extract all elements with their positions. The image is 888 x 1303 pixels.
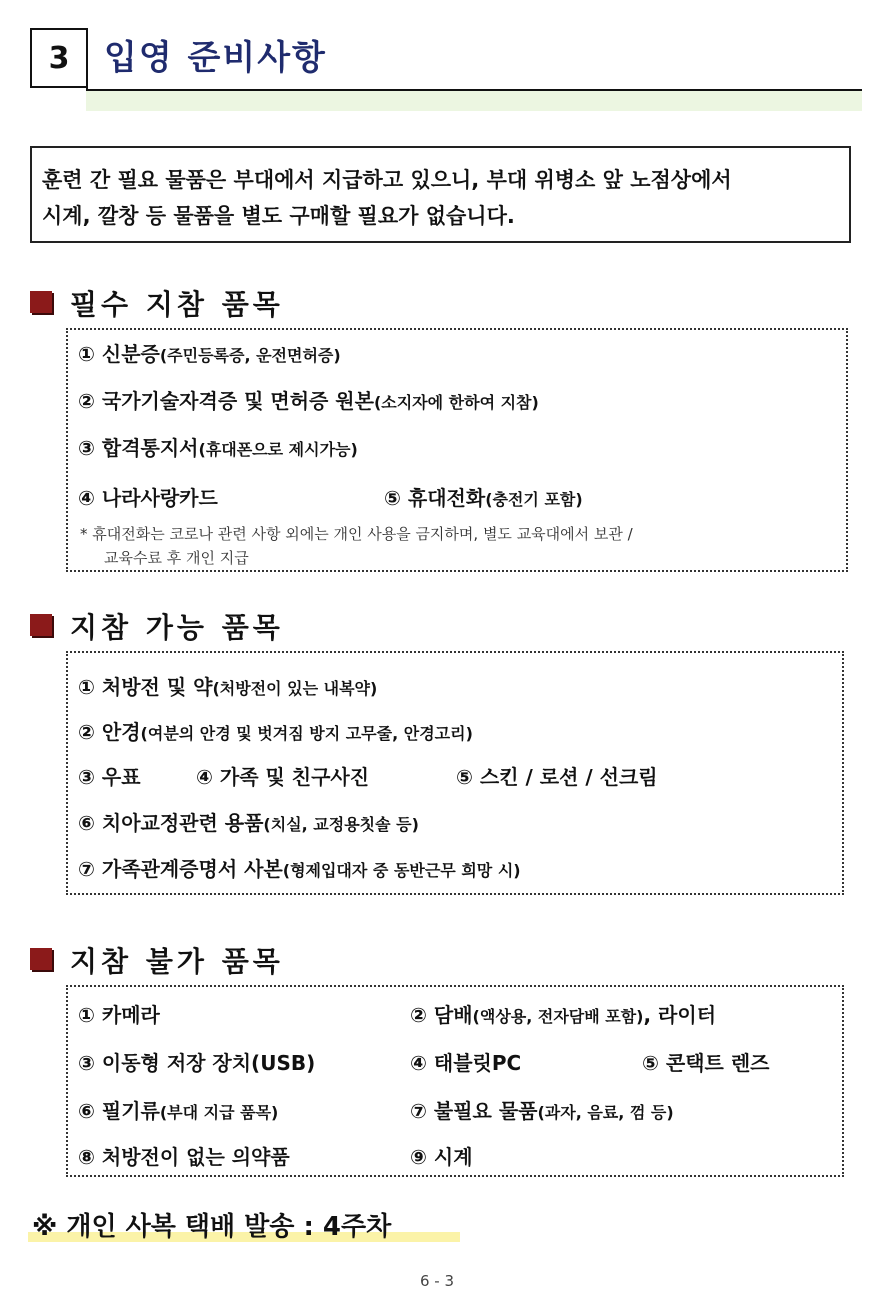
notice-line-2: 시계, 깔창 등 물품을 별도 구매할 필요가 없습니다. (42, 204, 515, 228)
notice-box (30, 146, 851, 243)
forbidden-heading: 지참 불가 품목 (70, 945, 284, 978)
square-bullet-icon (30, 948, 52, 970)
footer-notice: ※ 개인 사복 택배 발송 : 4주차 (32, 1212, 392, 1242)
forbidden-item-4: ④ 태블릿PC (410, 1051, 522, 1075)
forbidden-item-6: ⑥ 필기류(부대 지급 품목) (78, 1099, 279, 1123)
allowed-item-2: ② 안경(여분의 안경 및 벗겨짐 방지 고무줄, 안경고리) (78, 720, 473, 744)
forbidden-item-5: ⑤ 콘택트 렌즈 (642, 1051, 770, 1075)
required-item-5: ⑤ 휴대전화(충전기 포함) (384, 486, 583, 510)
required-heading: 필수 지참 품목 (70, 288, 284, 321)
forbidden-box (66, 985, 844, 1177)
forbidden-item-7: ⑦ 불필요 물품(과자, 음료, 껌 등) (410, 1099, 674, 1123)
allowed-item-4: ④ 가족 및 친구사진 (196, 765, 370, 789)
section-title: 입영 준비사항 (104, 38, 327, 78)
required-item-3: ③ 합격통지서(휴대폰으로 제시가능) (78, 436, 358, 460)
required-note-2: 교육수료 후 개인 지급 (104, 549, 249, 567)
required-item-1: ① 신분증(주민등록증, 운전면허증) (78, 342, 341, 366)
allowed-item-3: ③ 우표 (78, 765, 141, 789)
allowed-item-1: ① 처방전 및 약(처방전이 있는 내복약) (78, 675, 378, 699)
notice-line-1: 훈련 간 필요 물품은 부대에서 지급하고 있으니, 부대 위병소 앞 노점상에서 (42, 168, 732, 192)
header-divider (86, 28, 88, 90)
allowed-heading: 지참 가능 품목 (70, 611, 284, 644)
section-number: 3 (30, 28, 86, 88)
forbidden-item-3: ③ 이동형 저장 장치(USB) (78, 1051, 316, 1075)
square-bullet-icon (30, 614, 52, 636)
required-note-1: * 휴대전화는 코로나 관련 사항 외에는 개인 사용을 금지하며, 별도 교육대에서 보관 / (80, 525, 633, 543)
allowed-box (66, 651, 844, 895)
page-number: 6 - 3 (420, 1272, 455, 1290)
square-bullet-icon (30, 291, 52, 313)
allowed-item-6: ⑥ 치아교정관련 용품(치실, 교정용칫솔 등) (78, 811, 419, 835)
allowed-item-5: ⑤ 스킨 / 로션 / 선크림 (456, 765, 658, 789)
forbidden-item-2: ② 담배(액상용, 전자담배 포함), 라이터 (410, 1003, 717, 1027)
forbidden-item-8: ⑧ 처방전이 없는 의약품 (78, 1145, 290, 1169)
required-item-4: ④ 나라사랑카드 (78, 486, 218, 510)
forbidden-item-1: ① 카메라 (78, 1003, 160, 1027)
allowed-item-7: ⑦ 가족관계증명서 사본(형제입대자 중 동반근무 희망 시) (78, 857, 521, 881)
required-item-2: ② 국가기술자격증 및 면허증 원본(소지자에 한하여 지참) (78, 389, 539, 413)
forbidden-item-9: ⑨ 시계 (410, 1145, 473, 1169)
required-box (66, 328, 848, 572)
header-band (86, 91, 862, 111)
